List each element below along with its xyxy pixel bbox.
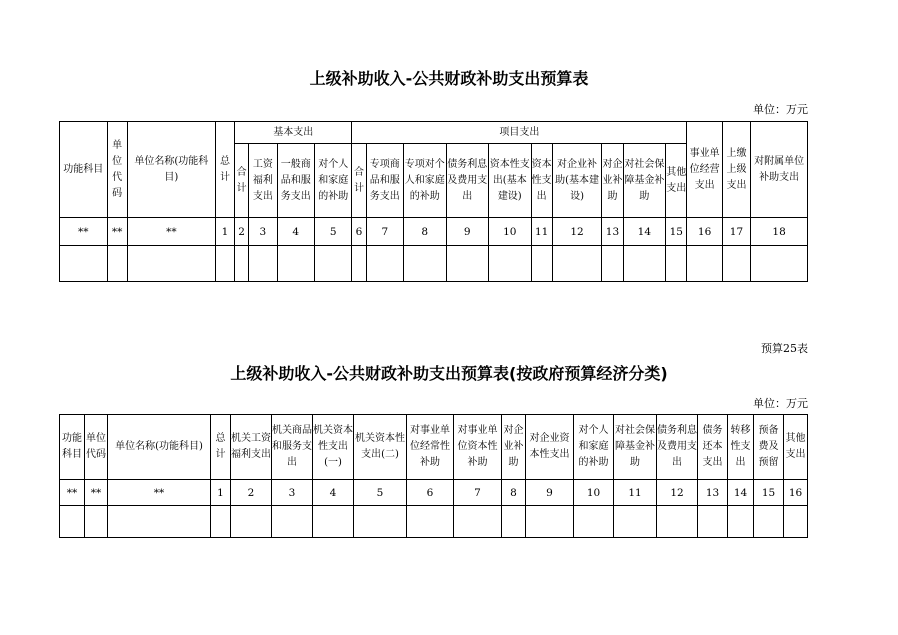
num-cell: 14: [623, 218, 666, 246]
header-c14: 预备费及预留: [754, 415, 784, 480]
num-cell: 13: [698, 480, 728, 506]
header-func-subject: 功能科目: [60, 122, 108, 218]
num-cell: 13: [602, 218, 623, 246]
num-cell: 10: [574, 480, 614, 506]
num-cell: 16: [687, 218, 722, 246]
header-c6: 对事业单位资本性补助: [454, 415, 502, 480]
table1-number-row: [60, 218, 808, 246]
header-unit-name: 单位名称(功能科目): [108, 415, 211, 480]
num-cell: 15: [754, 480, 784, 506]
num-cell: **: [127, 218, 215, 246]
header-other: 其他支出: [666, 144, 687, 218]
header-unit-name: 单位名称(功能科目): [127, 122, 215, 218]
num-cell: 10: [489, 218, 532, 246]
header-affiliated: 对附属单位补助支出: [751, 122, 808, 218]
num-cell: 8: [404, 218, 447, 246]
header-c12: 债务还本支出: [698, 415, 728, 480]
num-cell: 2: [235, 218, 249, 246]
num-cell: 17: [722, 218, 750, 246]
table1-empty-row: [60, 246, 808, 282]
header-c11: 债务利息及费用支出: [657, 415, 698, 480]
header-unit-code: 单位代码: [85, 415, 108, 480]
num-cell: **: [85, 480, 108, 506]
num-cell: 6: [407, 480, 454, 506]
header-personal: 对个人和家庭的补助: [314, 144, 351, 218]
table2-number-row: [60, 480, 808, 506]
header-upper: 上缴上级支出: [722, 122, 750, 218]
num-cell: **: [60, 480, 85, 506]
num-cell: 3: [249, 218, 277, 246]
num-cell: 4: [277, 218, 314, 246]
header-social: 对社会保障基金补助: [623, 144, 666, 218]
header-p-goods: 专项商品和服务支出: [366, 144, 403, 218]
num-cell: 2: [231, 480, 272, 506]
header-c1: 机关工资福利支出: [231, 415, 272, 480]
table2-empty-row: [60, 506, 808, 538]
header-debt: 债务利息及费用支出: [446, 144, 489, 218]
num-cell: 14: [728, 480, 754, 506]
header-basic-sum: 合计: [235, 144, 249, 218]
header-project-sum: 合计: [352, 144, 366, 218]
table2-unit: 单位：万元: [753, 397, 808, 410]
header-capital: 资本性支出: [531, 144, 552, 218]
header-total: 总计: [211, 415, 231, 480]
num-cell: 3: [272, 480, 313, 506]
num-cell: **: [108, 480, 211, 506]
num-cell: 11: [614, 480, 657, 506]
header-project-group: 项目支出: [352, 122, 687, 144]
num-cell: 11: [531, 218, 552, 246]
header-unit-code: 单位代码: [107, 122, 127, 218]
header-enterprise-basic: 对企业补助(基本建设): [552, 144, 602, 218]
header-total: 总计: [215, 122, 234, 218]
num-cell: 12: [552, 218, 602, 246]
header-c15: 其他支出: [784, 415, 808, 480]
header-func-subject: 功能科目: [60, 415, 85, 480]
header-p-personal: 专项对个人和家庭的补助: [404, 144, 447, 218]
num-cell: 16: [784, 480, 808, 506]
num-cell: **: [60, 218, 108, 246]
num-cell: 1: [211, 480, 231, 506]
header-goods: 一般商品和服务支出: [277, 144, 314, 218]
header-capital-basic: 资本性支出(基本建设): [489, 144, 532, 218]
num-cell: 9: [526, 480, 574, 506]
budget-table-2: [59, 414, 808, 538]
num-cell: 15: [666, 218, 687, 246]
num-cell: 8: [502, 480, 526, 506]
header-c9: 对个人和家庭的补助: [574, 415, 614, 480]
num-cell: 7: [454, 480, 502, 506]
num-cell: 9: [446, 218, 489, 246]
header-wage: 工资福利支出: [249, 144, 277, 218]
num-cell: 4: [313, 480, 354, 506]
num-cell: 12: [657, 480, 698, 506]
header-business: 事业单位经营支出: [687, 122, 722, 218]
table1-unit: 单位：万元: [753, 103, 808, 116]
header-c13: 转移性支出: [728, 415, 754, 480]
header-c5: 对事业单位经常性补助: [407, 415, 454, 480]
header-c4: 机关资本性支出(二): [354, 415, 407, 480]
header-enterprise: 对企业补助: [602, 144, 623, 218]
table1-title: 上级补助收入-公共财政补助支出预算表: [309, 69, 589, 88]
num-cell: 5: [314, 218, 351, 246]
header-c8: 对企业资本性支出: [526, 415, 574, 480]
header-basic-group: 基本支出: [235, 122, 352, 144]
table-code: 预算25表: [761, 342, 808, 355]
num-cell: 1: [215, 218, 234, 246]
header-c3: 机关资本性支出(一): [313, 415, 354, 480]
num-cell: 7: [366, 218, 403, 246]
num-cell: 5: [354, 480, 407, 506]
budget-table-1: [59, 121, 808, 282]
header-c2: 机关商品和服务支出: [272, 415, 313, 480]
num-cell: 18: [751, 218, 808, 246]
header-c10: 对社会保障基金补助: [614, 415, 657, 480]
header-c7: 对企业补助: [502, 415, 526, 480]
num-cell: 6: [352, 218, 366, 246]
num-cell: **: [107, 218, 127, 246]
table2-title: 上级补助收入-公共财政补助支出预算表(按政府预算经济分类): [230, 364, 668, 383]
